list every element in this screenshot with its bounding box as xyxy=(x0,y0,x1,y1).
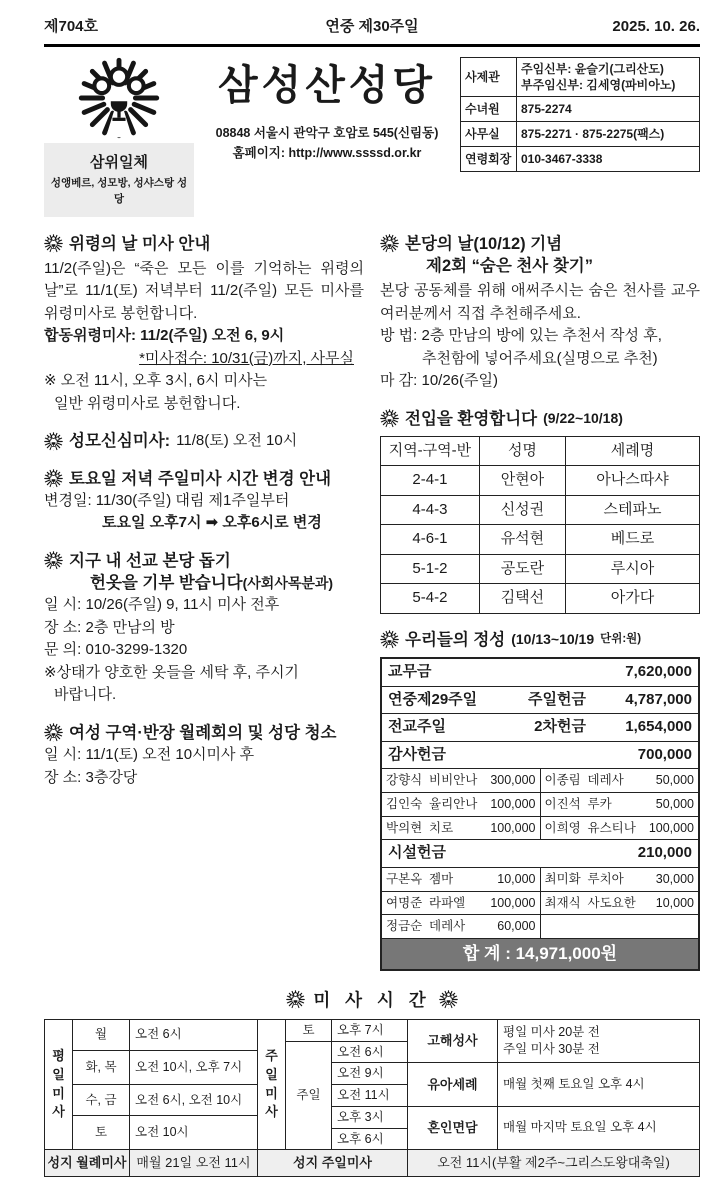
patron-title: 삼위일체 xyxy=(90,153,148,171)
donor-baptismal: 사도요한 xyxy=(587,895,636,910)
saturday-day: 토 xyxy=(286,1019,332,1041)
section-emblem-icon xyxy=(380,234,399,253)
donor-row xyxy=(382,816,698,840)
shrine-sunday-time: 오전 11시(부활 제2주~그리스도왕대축일) xyxy=(408,1150,700,1177)
service-detail: 평일 미사 20분 전 주일 미사 30분 전 xyxy=(498,1019,700,1063)
donor-cell xyxy=(540,915,699,938)
sunday-time: 오후 6시 xyxy=(332,1128,408,1150)
donor-amount: 50,000 xyxy=(655,773,694,788)
cell-name: 안현아 xyxy=(479,466,565,496)
right-column xyxy=(380,231,700,971)
contact-value: 875-2274 xyxy=(517,96,700,121)
donor-baptismal: 라파엘 xyxy=(429,895,466,910)
cell-baptismal: 루시아 xyxy=(566,554,700,584)
detail-line: 일 시: 10/26(주일) 9, 11시 미사 전후 xyxy=(44,596,280,614)
section-clothes-donation xyxy=(44,550,364,707)
note-line: ※상태가 양호한 옷들을 세탁 후, 주시기 xyxy=(44,663,299,681)
section-value: 11/8(토) 오전 10시 xyxy=(176,432,298,450)
donor-name: 최미화 xyxy=(544,871,581,886)
donor-row xyxy=(382,768,698,792)
service-name: 혼인면담 xyxy=(408,1106,498,1150)
donor-name: 김인숙 xyxy=(386,796,423,811)
fee-amount: 1,654,000 xyxy=(625,718,692,736)
donor-baptismal: 치로 xyxy=(429,820,454,835)
section-subtitle-dept: (사회사목분과) xyxy=(242,575,334,592)
section-title: 지구 내 선교 본당 돕기 xyxy=(69,551,231,570)
contact-value: 주임신부: 윤슬기(그리산도) xyxy=(521,61,664,76)
column-header: 성명 xyxy=(479,436,565,466)
section-emblem-icon xyxy=(286,990,305,1009)
contact-value: 010-3467-3338 xyxy=(517,146,700,171)
unit-note: 단위:원) xyxy=(600,633,642,646)
section-subtitle: 제2회 “숨은 천사 찾기” xyxy=(426,256,593,275)
fee-amount: 7,620,000 xyxy=(625,663,692,681)
section-subtitle: 헌옷을 기부 받습니다 xyxy=(90,574,243,593)
change-date-line: 변경일: 11/30(주일) 대림 제1주일부터 xyxy=(44,491,290,509)
time-change-line: 토요일 오후7시 ➡ 오후6시로 변경 xyxy=(102,514,322,532)
section-emblem-icon xyxy=(44,234,63,253)
section-emblem-icon xyxy=(44,723,63,742)
contact-label: 사무실 xyxy=(461,121,517,146)
donor-baptismal: 율리안나 xyxy=(429,796,478,811)
sunday-mass-label: 주일미사 xyxy=(258,1019,286,1150)
method-line: 추천함에 넣어주세요(실명으로 추천) xyxy=(422,349,658,367)
donor-cell xyxy=(540,817,699,840)
donor-name: 이희영 xyxy=(544,820,581,835)
donor-name: 박의현 xyxy=(386,820,423,835)
fee-amount: 210,000 xyxy=(637,844,692,862)
cell-baptismal: 아나스따샤 xyxy=(566,466,700,496)
sunday-time: 오후 3시 xyxy=(332,1106,408,1128)
donor-row xyxy=(382,891,698,915)
fee-row xyxy=(382,659,698,686)
section-title: 전입을 환영합니다 xyxy=(405,409,538,428)
detail-line: 문 의: 010-3299-1320 xyxy=(44,641,188,659)
issue-date: 2025. 10. 26. xyxy=(612,18,700,35)
section-emblem-icon xyxy=(439,990,458,1009)
note-line: 바랍니다. xyxy=(54,686,117,704)
table-row xyxy=(381,525,700,555)
donor-cell xyxy=(540,892,699,915)
weekday-time: 오전 10시, 오후 7시 xyxy=(130,1050,258,1085)
cell-zone: 5-1-2 xyxy=(381,554,480,584)
section-saturday-mass-change xyxy=(44,468,364,535)
shrine-monthly-time: 매월 21일 오전 11시 xyxy=(130,1150,258,1177)
church-address: 08848 서울시 관악구 호암로 545(신림동) xyxy=(215,125,439,140)
donor-amount: 30,000 xyxy=(655,871,694,886)
weekday-mass-label: 평일미사 xyxy=(45,1019,73,1150)
section-body: 11/2(주일)은 “죽은 모든 이를 기억하는 위령의 날”로 11/1(토) 저녁부터 11/2(주일) 모든 미사를 위령미사로 봉헌합니다. xyxy=(44,259,364,322)
donor-baptismal: 데레사 xyxy=(587,773,624,788)
donor-amount: 100,000 xyxy=(490,895,536,910)
section-title: 위령의 날 미사 안내 xyxy=(69,234,211,253)
section-marian-mass xyxy=(44,430,364,452)
donor-cell xyxy=(382,793,540,816)
contact-label: 수녀원 xyxy=(461,96,517,121)
cell-zone: 4-6-1 xyxy=(381,525,480,555)
section-womens-meeting xyxy=(44,722,364,789)
cell-baptismal: 베드로 xyxy=(566,525,700,555)
mass-schedule-title: 미 사 시 간 xyxy=(313,989,431,1010)
cell-zone: 2-4-1 xyxy=(381,466,480,496)
section-emblem-icon xyxy=(380,409,399,428)
patron-subtitle: 성앵베르, 성모방, 성샤스탕 성당 xyxy=(50,177,188,205)
contact-value: 부주임신부: 김세영(파비아노) xyxy=(521,77,676,92)
table-row xyxy=(461,96,700,121)
section-title-range: (10/13~10/19 xyxy=(511,631,595,648)
table-row xyxy=(461,121,700,146)
donor-cell xyxy=(540,868,699,891)
contact-label: 연령회장 xyxy=(461,146,517,171)
joint-memorial-mass-line: 합동위령미사: 11/2(주일) 오전 6, 9시 xyxy=(44,327,285,345)
offering-table xyxy=(380,657,700,971)
deadline-line: 마 감: 10/26(주일) xyxy=(380,372,498,390)
fee-amount: 700,000 xyxy=(637,745,692,763)
donor-cell xyxy=(382,892,540,915)
fee-label: 교무금 xyxy=(388,663,432,681)
table-row xyxy=(381,466,700,496)
donor-cell xyxy=(382,868,540,891)
donor-cell xyxy=(382,817,540,840)
welcome-table xyxy=(380,436,700,614)
donor-name: 정금순 xyxy=(386,919,423,934)
donor-name: 이진석 xyxy=(544,796,581,811)
service-name: 유아세례 xyxy=(408,1063,498,1107)
fee-label: 연중제29주일 주일헌금 xyxy=(388,690,586,708)
donor-amount: 100,000 xyxy=(490,796,536,811)
fee-amount: 4,787,000 xyxy=(625,690,692,708)
section-title: 본당의 날(10/12) 기념 xyxy=(405,234,563,253)
masthead xyxy=(44,57,700,217)
church-emblem-icon xyxy=(78,57,160,139)
section-memorial-mass xyxy=(44,233,364,416)
table-row xyxy=(381,554,700,584)
section-emblem-icon xyxy=(44,432,63,451)
mass-schedule-section xyxy=(44,987,700,1177)
donor-amount: 60,000 xyxy=(497,919,536,934)
shrine-monthly-label: 성지 월례미사 xyxy=(45,1150,130,1177)
contact-label: 사제관 xyxy=(461,57,517,96)
fee-row xyxy=(382,839,698,867)
donor-baptismal: 데레사 xyxy=(429,919,466,934)
donor-row xyxy=(382,867,698,891)
saturday-time: 오후 7시 xyxy=(332,1019,408,1041)
sunday-time: 오전 6시 xyxy=(332,1041,408,1063)
section-welcome xyxy=(380,408,700,614)
mass-schedule-table xyxy=(44,1019,700,1177)
service-name: 고해성사 xyxy=(408,1019,498,1063)
weekday-day: 토 xyxy=(73,1115,130,1150)
detail-line: 장 소: 2층 만남의 방 xyxy=(44,618,175,636)
service-detail: 매월 마지막 토요일 오후 4시 xyxy=(498,1106,700,1150)
weekday-day: 화, 목 xyxy=(73,1050,130,1085)
cell-baptismal: 스테파노 xyxy=(566,495,700,525)
note-line: ※ 오전 11시, 오후 3시, 6시 미사는 xyxy=(44,372,268,390)
table-row xyxy=(461,57,700,96)
shrine-sunday-label: 성지 주일미사 xyxy=(258,1150,408,1177)
detail-line: 일 시: 11/1(토) 오전 10시미사 후 xyxy=(44,746,255,764)
donor-amount: 100,000 xyxy=(648,820,694,835)
donor-baptismal: 젬마 xyxy=(429,871,454,886)
fee-row xyxy=(382,741,698,769)
service-detail: 매월 첫째 토요일 오후 4시 xyxy=(498,1063,700,1107)
section-title: 우리들의 정성 xyxy=(405,630,506,649)
weekday-day: 수, 금 xyxy=(73,1085,130,1116)
donor-amount: 10,000 xyxy=(655,895,694,910)
donor-baptismal: 유스티나 xyxy=(587,820,636,835)
offering-total: 합 계 : 14,971,000원 xyxy=(382,938,698,969)
church-homepage: 홈페이지: http://www.ssssd.or.kr xyxy=(232,146,422,161)
note-line: 일반 위령미사로 봉헌합니다. xyxy=(54,394,241,412)
weekday-day: 월 xyxy=(73,1019,130,1050)
section-emblem-icon xyxy=(44,551,63,570)
sunday-day: 주일 xyxy=(286,1041,332,1150)
cell-name: 유석현 xyxy=(479,525,565,555)
weekday-time: 오전 6시, 오전 10시 xyxy=(130,1085,258,1116)
sunday-time: 오전 9시 xyxy=(332,1063,408,1085)
section-title: 여성 구역·반장 월례회의 및 성당 청소 xyxy=(69,723,337,742)
mass-registration-note: *미사접수: 10/31(금)까지, 사무실 xyxy=(139,349,354,367)
patron-box xyxy=(44,143,194,217)
donor-name: 강향식 xyxy=(386,773,423,788)
section-hidden-angel xyxy=(380,233,700,393)
contact-value: 875-2271 · 875-2275(팩스) xyxy=(517,121,700,146)
donor-name: 여명준 xyxy=(386,895,423,910)
fee-label: 전교주일 2차헌금 xyxy=(388,718,586,736)
donor-amount: 10,000 xyxy=(497,871,536,886)
table-row xyxy=(461,146,700,171)
table-row xyxy=(381,495,700,525)
table-header-row xyxy=(381,436,700,466)
liturgical-sunday: 연중 제30주일 xyxy=(325,18,419,35)
masthead-top-row xyxy=(44,16,700,47)
fee-label: 감사헌금 xyxy=(388,745,446,763)
weekday-time: 오전 6시 xyxy=(130,1019,258,1050)
donor-row xyxy=(382,914,698,938)
section-title-range: (9/22~10/18) xyxy=(543,410,623,427)
cell-baptismal: 아가다 xyxy=(566,584,700,614)
fee-row xyxy=(382,686,698,714)
cell-name: 김택선 xyxy=(479,584,565,614)
section-emblem-icon xyxy=(44,469,63,488)
donor-baptismal: 비비안나 xyxy=(429,773,478,788)
weekday-time: 오전 10시 xyxy=(130,1115,258,1150)
column-header: 지역-구역-반 xyxy=(381,436,480,466)
table-row xyxy=(45,1019,700,1030)
contact-table xyxy=(460,57,700,172)
section-offering xyxy=(380,629,700,971)
fee-row xyxy=(382,713,698,741)
donor-baptismal: 루치아 xyxy=(587,871,624,886)
sunday-time: 오전 11시 xyxy=(332,1085,408,1107)
donor-amount: 50,000 xyxy=(655,796,694,811)
method-line: 방 법: 2층 만남의 방에 있는 추천서 작성 후, xyxy=(380,327,662,345)
section-emblem-icon xyxy=(380,630,399,649)
fee-label: 시설헌금 xyxy=(388,844,446,862)
issue-number: 제704호 xyxy=(44,18,99,35)
donor-name: 최재식 xyxy=(544,895,581,910)
column-header: 세례명 xyxy=(566,436,700,466)
table-row xyxy=(381,584,700,614)
cell-zone: 5-4-2 xyxy=(381,584,480,614)
donor-amount: 300,000 xyxy=(490,773,536,788)
church-name: 삼성산성당 xyxy=(217,61,437,108)
table-footer-row xyxy=(45,1150,700,1177)
cell-name: 신성권 xyxy=(479,495,565,525)
donor-row xyxy=(382,792,698,816)
cell-name: 공도란 xyxy=(479,554,565,584)
donor-cell xyxy=(382,769,540,792)
donor-cell xyxy=(382,915,540,938)
section-body: 본당 공동체를 위해 애써주시는 숨은 천사를 교우 여러분께서 직접 추천해주세요. xyxy=(380,282,700,322)
section-title: 성모신심미사: xyxy=(69,432,171,451)
donor-cell xyxy=(540,769,699,792)
donor-name: 이종림 xyxy=(544,773,581,788)
donor-cell xyxy=(540,793,699,816)
detail-line: 장 소: 3층강당 xyxy=(44,768,138,786)
cell-zone: 4-4-3 xyxy=(381,495,480,525)
section-title: 토요일 저녁 주일미사 시간 변경 안내 xyxy=(69,469,332,488)
left-column xyxy=(44,231,364,971)
donor-baptismal: 루카 xyxy=(587,796,612,811)
donor-name: 구본옥 xyxy=(386,871,423,886)
donor-amount: 100,000 xyxy=(490,820,536,835)
